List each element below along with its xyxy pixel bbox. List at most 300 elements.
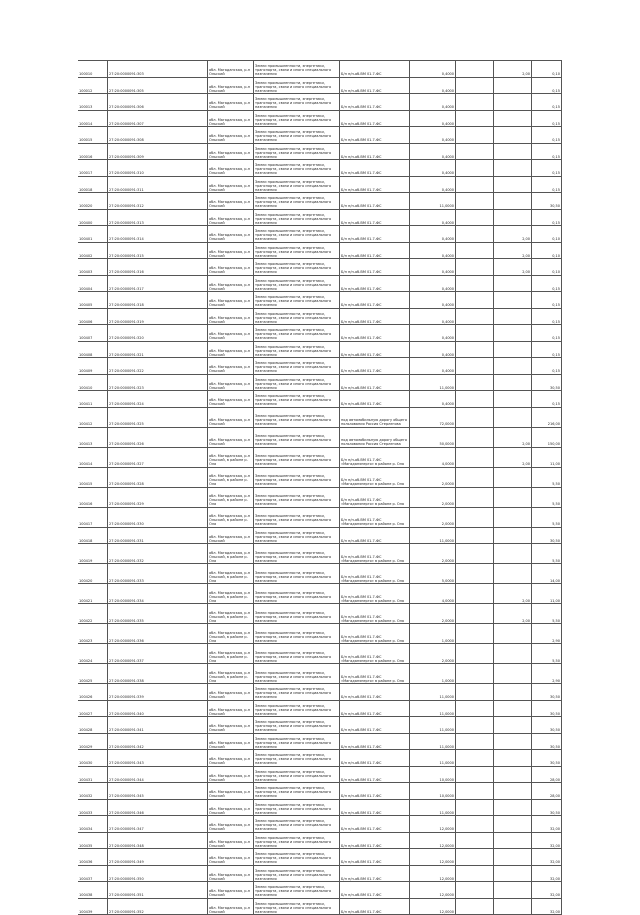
rate-cell (493, 342, 531, 358)
table-row (78, 408, 562, 428)
value-cell (455, 508, 493, 527)
permitted-use-cell: Б/п п/п-об.ВМ 01.7-ФС (339, 899, 409, 915)
cadastral-number-cell: 27:20:0000091:348 (107, 833, 207, 849)
rate-cell (493, 816, 531, 832)
land-category-cell: Земли промышленности, энергетики, транспорта, связи и иного специального назначения (253, 78, 339, 94)
parcel-id-cell: 100018 (78, 177, 107, 193)
address-cell: обл. Магаданская, р-н Ольский, в районе р. Ола (207, 488, 253, 507)
value-cell (455, 210, 493, 226)
value-cell (455, 160, 493, 176)
cadastral-number-cell: 27:20:0000091:339 (107, 684, 207, 700)
permitted-use-cell: Б/п п/п-об.ВМ 01.7-ФС (339, 816, 409, 832)
value-cell (455, 309, 493, 325)
parcel-id-cell: 100429 (78, 734, 107, 750)
value-cell (455, 488, 493, 507)
value-cell (455, 544, 493, 563)
address-cell: обл. Магаданская, р-н Ольский (207, 243, 253, 259)
land-category-cell: Земли промышленности, энергетики, транспорта, связи и иного специального назначения (253, 61, 339, 77)
permitted-use-cell: Б/п п/п-об.ВМ 01.7-ФС (339, 177, 409, 193)
cadastral-number-cell: 27:20:0000091:351 (107, 882, 207, 898)
rate-cell (493, 882, 531, 898)
rate-cell (493, 144, 531, 160)
area-cell: 0,4000 (409, 292, 455, 308)
address-cell: обл. Магаданская, р-н Ольский (207, 734, 253, 750)
value-cell (455, 358, 493, 374)
table-row (78, 342, 562, 359)
permitted-use-cell: Б/п п/п-об.ВМ 01.7-ФС «Магаданэнерго» в районе р. Ола (339, 448, 409, 467)
tax-sum-cell: 5,50 (531, 544, 562, 563)
cadastral-number-cell: 27:20:0000091:315 (107, 243, 207, 259)
tax-sum-cell: 0,15 (531, 210, 562, 226)
rate-cell (493, 866, 531, 882)
address-cell: обл. Магаданская, р-н Ольский (207, 94, 253, 110)
tax-sum-cell: 32,00 (531, 882, 562, 898)
land-category-cell: Земли промышленности, энергетики, транспорта, связи и иного специального назначения (253, 833, 339, 849)
rate-cell (493, 800, 531, 816)
value-cell (455, 325, 493, 341)
address-cell: обл. Магаданская, р-н Ольский, в районе р. Ола (207, 604, 253, 623)
value-cell (455, 783, 493, 799)
permitted-use-cell: Б/п п/п-об.ВМ 01.7-ФС (339, 61, 409, 77)
land-category-cell: Земли промышленности, энергетики, транспорта, связи и иного специального назначения (253, 144, 339, 160)
table-row (78, 899, 562, 915)
area-cell: 11,0000 (409, 717, 455, 733)
table-row (78, 783, 562, 800)
tax-sum-cell: 0,15 (531, 309, 562, 325)
tax-sum-cell: 0,10 (531, 243, 562, 259)
land-category-cell: Земли промышленности, энергетики, транспорта, связи и иного специального назначения (253, 684, 339, 700)
area-cell: 5,0000 (409, 564, 455, 583)
tax-sum-cell: 30,50 (531, 750, 562, 766)
area-cell: 4,0000 (409, 448, 455, 467)
parcel-id-cell: 100426 (78, 684, 107, 700)
value-cell (455, 701, 493, 717)
land-category-cell: Земли промышленности, энергетики, транспорта, связи и иного специального назначения (253, 783, 339, 799)
value-cell (455, 664, 493, 683)
address-cell: обл. Магаданская, р-н Ольский (207, 78, 253, 94)
parcel-id-cell: 100417 (78, 508, 107, 527)
land-category-cell: Земли промышленности, энергетики, транспорта, связи и иного специального назначения (253, 849, 339, 865)
rate-cell: 2,00 (493, 226, 531, 242)
tax-sum-cell: 5,50 (531, 604, 562, 623)
permitted-use-cell: Б/п п/п-об.ВМ 01.7-ФС «Магаданэнерго» в районе р. Ола (339, 488, 409, 507)
table-row (78, 800, 562, 817)
cadastral-number-cell: 27:20:0000091:319 (107, 309, 207, 325)
land-category-cell: Земли промышленности, энергетики, транспорта, связи и иного специального назначения (253, 644, 339, 663)
land-category-cell: Земли промышленности, энергетики, транспорта, связи и иного специального назначения (253, 210, 339, 226)
value-cell (455, 177, 493, 193)
area-cell: 0,4000 (409, 259, 455, 275)
value-cell (455, 882, 493, 898)
address-cell: обл. Магаданская, р-н Ольский (207, 816, 253, 832)
area-cell: 0,4000 (409, 325, 455, 341)
cadastral-number-cell: 27:20:0000091:333 (107, 564, 207, 583)
area-cell: 1,0000 (409, 664, 455, 683)
cadastral-number-cell: 27:20:0000091:338 (107, 664, 207, 683)
land-category-cell: Земли промышленности, энергетики, транспорта, связи и иного специального назначения (253, 800, 339, 816)
permitted-use-cell: Б/п п/п-об.ВМ 01.7-ФС «Магаданэнерго» в районе р. Ола (339, 644, 409, 663)
rate-cell (493, 408, 531, 427)
land-category-cell: Земли промышленности, энергетики, транспорта, связи и иного специального назначения (253, 193, 339, 209)
cadastral-number-cell: 27:20:0000091:337 (107, 644, 207, 663)
permitted-use-cell: Б/п п/п-об.ВМ 01.7-ФС (339, 684, 409, 700)
address-cell: обл. Магаданская, р-н Ольский (207, 391, 253, 407)
table-row (78, 508, 562, 528)
rate-cell (493, 276, 531, 292)
permitted-use-cell: Б/п п/п-об.ВМ 01.7-ФС (339, 309, 409, 325)
permitted-use-cell: Б/п п/п-об.ВМ 01.7-ФС «Магаданэнерго» в районе р. Ола (339, 664, 409, 683)
table-row (78, 309, 562, 326)
cadastral-number-cell: 27:20:0000091:342 (107, 734, 207, 750)
address-cell: обл. Магаданская, р-н Ольский (207, 177, 253, 193)
permitted-use-cell: Б/п п/п-об.ВМ 01.7-ФС (339, 849, 409, 865)
rate-cell (493, 111, 531, 127)
value-cell (455, 800, 493, 816)
cadastral-number-cell: 27:20:0000091:350 (107, 866, 207, 882)
parcel-id-cell: 100428 (78, 717, 107, 733)
tax-sum-cell: 0,10 (531, 226, 562, 242)
parcel-id-cell: 100416 (78, 488, 107, 507)
rate-cell (493, 544, 531, 563)
land-category-cell: Земли промышленности, энергетики, транспорта, связи и иного специального назначения (253, 816, 339, 832)
area-cell: 2,0000 (409, 644, 455, 663)
area-cell: 0,4000 (409, 210, 455, 226)
rate-cell (493, 160, 531, 176)
value-cell (455, 78, 493, 94)
value-cell (455, 750, 493, 766)
area-cell: 11,0000 (409, 701, 455, 717)
area-cell: 11,0000 (409, 375, 455, 391)
permitted-use-cell: Б/п п/п-об.ВМ 01.7-ФС (339, 144, 409, 160)
area-cell: 0,4000 (409, 160, 455, 176)
rate-cell (493, 833, 531, 849)
area-cell: 0,4000 (409, 391, 455, 407)
land-category-cell: Земли промышленности, энергетики, транспорта, связи и иного специального назначения (253, 177, 339, 193)
table-row (78, 292, 562, 309)
cadastral-number-cell: 27:20:0000091:312 (107, 193, 207, 209)
value-cell (455, 528, 493, 544)
land-category-cell: Земли промышленности, энергетики, транспорта, связи и иного специального назначения (253, 508, 339, 527)
tax-sum-cell: 5,50 (531, 508, 562, 527)
area-cell: 2,0000 (409, 544, 455, 563)
parcel-id-cell: 100401 (78, 226, 107, 242)
tax-sum-cell: 0,15 (531, 144, 562, 160)
permitted-use-cell: Б/п п/п-об.ВМ 01.7-ФС (339, 734, 409, 750)
tax-sum-cell: 32,00 (531, 833, 562, 849)
land-category-cell: Земли промышленности, энергетики, транспорта, связи и иного специального назначения (253, 276, 339, 292)
permitted-use-cell: Б/п п/п-об.ВМ 01.7-ФС (339, 78, 409, 94)
cadastral-number-cell: 27:20:0000091:341 (107, 717, 207, 733)
parcel-id-cell: 100016 (78, 144, 107, 160)
table-row (78, 177, 562, 194)
area-cell: 0,4000 (409, 276, 455, 292)
rate-cell (493, 78, 531, 94)
value-cell (455, 342, 493, 358)
parcel-id-cell: 100407 (78, 325, 107, 341)
tax-sum-cell: 28,00 (531, 783, 562, 799)
rate-cell (493, 127, 531, 143)
tax-sum-cell: 0,15 (531, 292, 562, 308)
parcel-id-cell: 100411 (78, 391, 107, 407)
parcel-id-cell: 100439 (78, 899, 107, 915)
address-cell: обл. Магаданская, р-н Ольский (207, 408, 253, 427)
rate-cell (493, 94, 531, 110)
area-cell: 2,0000 (409, 508, 455, 527)
tax-sum-cell: 0,15 (531, 358, 562, 374)
rate-cell (493, 684, 531, 700)
value-cell (455, 684, 493, 700)
area-cell: 11,0000 (409, 528, 455, 544)
parcel-id-cell: 100017 (78, 160, 107, 176)
rate-cell: 2,00 (493, 448, 531, 467)
table-row (78, 78, 562, 95)
land-category-cell: Земли промышленности, энергетики, транспорта, связи и иного специального назначения (253, 94, 339, 110)
tax-sum-cell: 32,00 (531, 816, 562, 832)
tax-sum-cell: 30,50 (531, 717, 562, 733)
rate-cell (493, 644, 531, 663)
table-row (78, 428, 562, 448)
address-cell: обл. Магаданская, р-н Ольский (207, 428, 253, 447)
value-cell (455, 226, 493, 242)
value-cell (455, 624, 493, 643)
address-cell: обл. Магаданская, р-н Ольский (207, 210, 253, 226)
area-cell: 0,4000 (409, 111, 455, 127)
land-category-cell: Земли промышленности, энергетики, транспорта, связи и иного специального назначения (253, 259, 339, 275)
permitted-use-cell: Б/п п/п-об.ВМ 01.7-ФС «Магаданэнерго» в районе р. Ола (339, 468, 409, 487)
table-row (78, 866, 562, 883)
cadastral-number-cell: 27:20:0000091:328 (107, 468, 207, 487)
tax-sum-cell: 216,00 (531, 408, 562, 427)
area-cell: 0,4000 (409, 309, 455, 325)
land-category-cell: Земли промышленности, энергетики, транспорта, связи и иного специального назначения (253, 243, 339, 259)
land-category-cell: Земли промышленности, энергетики, транспорта, связи и иного специального назначения (253, 325, 339, 341)
cadastral-number-cell: 27:20:0000091:340 (107, 701, 207, 717)
parcel-id-cell: 100423 (78, 624, 107, 643)
tax-sum-cell: 150,00 (531, 428, 562, 447)
permitted-use-cell: Б/п п/п-об.ВМ 01.7-ФС (339, 717, 409, 733)
value-cell (455, 408, 493, 427)
address-cell: обл. Магаданская, р-н Ольский, в районе р. Ола (207, 508, 253, 527)
value-cell (455, 375, 493, 391)
rate-cell (493, 734, 531, 750)
land-category-cell: Земли промышленности, энергетики, транспорта, связи и иного специального назначения (253, 342, 339, 358)
parcel-id-cell: 100410 (78, 375, 107, 391)
area-cell: 2,0000 (409, 604, 455, 623)
land-category-cell: Земли промышленности, энергетики, транспорта, связи и иного специального назначения (253, 448, 339, 467)
rate-cell: 2,00 (493, 584, 531, 603)
cadastral-number-cell: 27:20:0000091:332 (107, 544, 207, 563)
tax-sum-cell: 2,90 (531, 624, 562, 643)
area-cell: 11,0000 (409, 750, 455, 766)
table-row (78, 701, 562, 718)
tax-sum-cell: 0,15 (531, 160, 562, 176)
table-row (78, 111, 562, 128)
parcel-id-cell: 100438 (78, 882, 107, 898)
permitted-use-cell: Б/п п/п-об.ВМ 01.7-ФС (339, 783, 409, 799)
table-row (78, 391, 562, 408)
permitted-use-cell: Б/п п/п-об.ВМ 01.7-ФС (339, 750, 409, 766)
table-row (78, 767, 562, 784)
table-row (78, 127, 562, 144)
table-row (78, 160, 562, 177)
cadastral-number-cell: 27:20:0000091:323 (107, 375, 207, 391)
parcel-id-cell: 100412 (78, 408, 107, 427)
cadastral-number-cell: 27:20:0000091:322 (107, 358, 207, 374)
tax-sum-cell: 11,00 (531, 584, 562, 603)
tax-sum-cell: 32,00 (531, 866, 562, 882)
land-category-cell: Земли промышленности, энергетики, транспорта, связи и иного специального назначения (253, 358, 339, 374)
value-cell (455, 292, 493, 308)
permitted-use-cell: Б/п п/п-об.ВМ 01.7-ФС (339, 111, 409, 127)
address-cell: обл. Магаданская, р-н Ольский (207, 375, 253, 391)
permitted-use-cell: Б/п п/п-об.ВМ 01.7-ФС «Магаданэнерго» в районе р. Ола (339, 544, 409, 563)
permitted-use-cell: Б/п п/п-об.ВМ 01.7-ФС (339, 160, 409, 176)
table-row (78, 644, 562, 664)
rate-cell: 2,00 (493, 243, 531, 259)
cadastral-number-cell: 27:20:0000091:317 (107, 276, 207, 292)
land-category-cell: Земли промышленности, энергетики, транспорта, связи и иного специального назначения (253, 564, 339, 583)
land-category-cell: Земли промышленности, энергетики, транспорта, связи и иного специального назначения (253, 528, 339, 544)
permitted-use-cell: Б/п п/п-об.ВМ 01.7-ФС (339, 342, 409, 358)
value-cell (455, 816, 493, 832)
table-row (78, 717, 562, 734)
tax-sum-cell: 0,15 (531, 391, 562, 407)
land-category-cell: Земли промышленности, энергетики, транспорта, связи и иного специального назначения (253, 750, 339, 766)
parcel-id-cell: 100421 (78, 584, 107, 603)
rate-cell (493, 767, 531, 783)
tax-sum-cell: 0,15 (531, 94, 562, 110)
parcel-id-cell: 100015 (78, 127, 107, 143)
value-cell (455, 767, 493, 783)
table-row (78, 358, 562, 375)
cadastral-number-cell: 27:20:0000091:344 (107, 767, 207, 783)
tax-sum-cell: 30,50 (531, 375, 562, 391)
land-category-cell: Земли промышленности, энергетики, транспорта, связи и иного специального назначения (253, 717, 339, 733)
permitted-use-cell: Б/п п/п-об.ВМ 01.7-ФС (339, 701, 409, 717)
rate-cell (493, 717, 531, 733)
table-row (78, 448, 562, 468)
tax-sum-cell: 28,00 (531, 767, 562, 783)
parcel-id-cell: 100012 (78, 78, 107, 94)
value-cell (455, 193, 493, 209)
cadastral-number-cell: 27:20:0000091:309 (107, 144, 207, 160)
address-cell: обл. Магаданская, р-н Ольский (207, 750, 253, 766)
address-cell: обл. Магаданская, р-н Ольский (207, 325, 253, 341)
value-cell (455, 127, 493, 143)
rate-cell (493, 468, 531, 487)
land-category-cell: Земли промышленности, энергетики, транспорта, связи и иного специального назначения (253, 127, 339, 143)
table-row (78, 488, 562, 508)
area-cell: 0,4000 (409, 61, 455, 77)
address-cell: обл. Магаданская, р-н Ольский (207, 882, 253, 898)
table-row (78, 276, 562, 293)
rate-cell (493, 309, 531, 325)
parcel-id-cell: 100431 (78, 767, 107, 783)
table-row (78, 604, 562, 624)
value-cell (455, 644, 493, 663)
value-cell (455, 717, 493, 733)
value-cell (455, 144, 493, 160)
address-cell: обл. Магаданская, р-н Ольский (207, 111, 253, 127)
address-cell: обл. Магаданская, р-н Ольский (207, 160, 253, 176)
cadastral-number-cell: 27:20:0000091:334 (107, 584, 207, 603)
area-cell: 0,4000 (409, 342, 455, 358)
land-category-cell: Земли промышленности, энергетики, транспорта, связи и иного специального назначения (253, 160, 339, 176)
area-cell: 12,0000 (409, 899, 455, 915)
area-cell: 0,4000 (409, 127, 455, 143)
cadastral-number-cell: 27:20:0000091:329 (107, 488, 207, 507)
tax-sum-cell: 0,15 (531, 276, 562, 292)
value-cell (455, 849, 493, 865)
parcel-id-cell: 100427 (78, 701, 107, 717)
rate-cell (493, 849, 531, 865)
parcel-id-cell: 100400 (78, 210, 107, 226)
land-category-cell: Земли промышленности, энергетики, транспорта, связи и иного специального назначения (253, 292, 339, 308)
table-row (78, 259, 562, 276)
rate-cell (493, 664, 531, 683)
rate-cell (493, 899, 531, 915)
address-cell: обл. Магаданская, р-н Ольский (207, 309, 253, 325)
land-category-cell: Земли промышленности, энергетики, транспорта, связи и иного специального назначения (253, 624, 339, 643)
rate-cell (493, 564, 531, 583)
permitted-use-cell: Б/п п/п-об.ВМ 01.7-ФС (339, 866, 409, 882)
permitted-use-cell: Б/п п/п-об.ВМ 01.7-ФС (339, 210, 409, 226)
table-row (78, 468, 562, 488)
rate-cell (493, 358, 531, 374)
rate-cell (493, 193, 531, 209)
parcel-id-cell: 100402 (78, 243, 107, 259)
cadastral-number-cell: 27:20:0000091:308 (107, 127, 207, 143)
address-cell: обл. Магаданская, р-н Ольский, в районе р. Ола (207, 664, 253, 683)
rate-cell (493, 325, 531, 341)
table-row (78, 544, 562, 564)
address-cell: обл. Магаданская, р-н Ольский (207, 899, 253, 915)
address-cell: обл. Магаданская, р-н Ольский (207, 61, 253, 77)
address-cell: обл. Магаданская, р-н Ольский (207, 276, 253, 292)
land-category-cell: Земли промышленности, энергетики, транспорта, связи и иного специального назначения (253, 664, 339, 683)
cadastral-number-cell: 27:20:0000091:343 (107, 750, 207, 766)
permitted-use-cell: Б/п п/п-об.ВМ 01.7-ФС (339, 391, 409, 407)
table-row (78, 816, 562, 833)
parcel-id-cell: 100415 (78, 468, 107, 487)
cadastral-number-cell: 27:20:0000091:347 (107, 816, 207, 832)
area-cell: 11,0000 (409, 684, 455, 700)
value-cell (455, 734, 493, 750)
area-cell: 11,0000 (409, 193, 455, 209)
area-cell: 4,0000 (409, 584, 455, 603)
cadastral-number-cell: 27:20:0000091:331 (107, 528, 207, 544)
value-cell (455, 866, 493, 882)
address-cell: обл. Магаданская, р-н Ольский (207, 717, 253, 733)
permitted-use-cell: Б/п п/п-об.ВМ 01.7-ФС (339, 259, 409, 275)
tax-sum-cell: 14,00 (531, 564, 562, 583)
parcel-id-cell: 100436 (78, 849, 107, 865)
cadastral-number-cell: 27:20:0000091:349 (107, 849, 207, 865)
parcel-id-cell: 100434 (78, 816, 107, 832)
cadastral-number-cell: 27:20:0000091:335 (107, 604, 207, 623)
cadastral-number-cell: 27:20:0000091:345 (107, 783, 207, 799)
permitted-use-cell: Б/п п/п-об.ВМ 01.7-ФС «Магаданэнерго» в районе р. Ола (339, 564, 409, 583)
area-cell: 12,0000 (409, 816, 455, 832)
permitted-use-cell: Б/п п/п-об.ВМ 01.7-ФС «Магаданэнерго» в районе р. Ола (339, 584, 409, 603)
parcel-id-cell: 100413 (78, 428, 107, 447)
table-row (78, 375, 562, 392)
table-row (78, 849, 562, 866)
permitted-use-cell: под автомобильную дорогу общего пользования Россия Стерлегова (339, 428, 409, 447)
parcel-id-cell: 100404 (78, 276, 107, 292)
parcel-id-cell: 100418 (78, 528, 107, 544)
land-category-cell: Земли промышленности, энергетики, транспорта, связи и иного специального назначения (253, 701, 339, 717)
